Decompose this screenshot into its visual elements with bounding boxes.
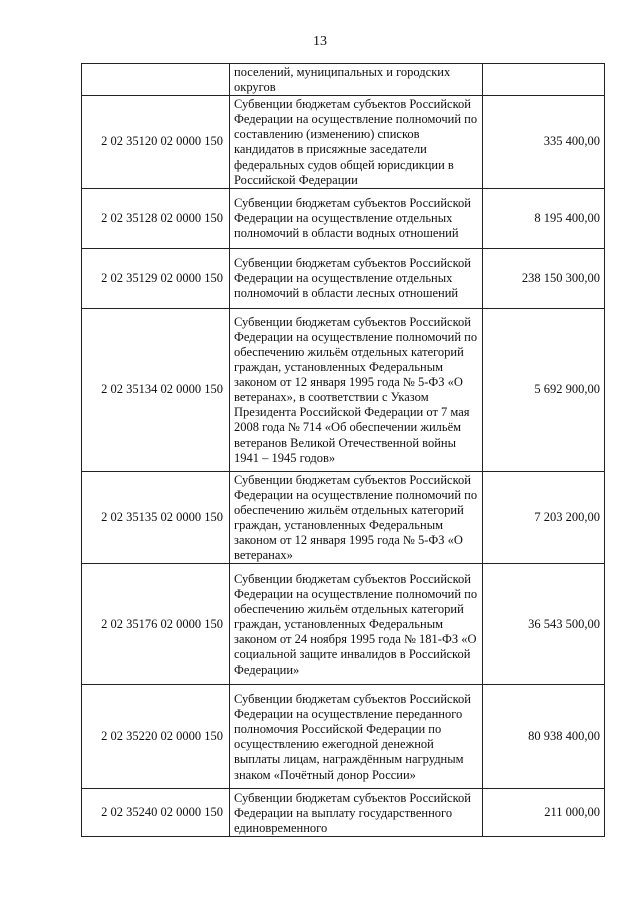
table-row <box>82 188 605 248</box>
table-row <box>82 685 605 789</box>
row-amount: 238 150 300,00 <box>483 248 605 308</box>
row-code: 2 02 35134 02 0000 150 <box>82 308 230 471</box>
row-description: Субвенции бюджетам субъектов Российской Федерации на осуществление полномочий по обеспечению жильём отдельных категорий граждан, установленных Федеральным законом от 24 ноября 1995 года № 181-ФЗ «О социальной защите инвалидов в Российской Федерации» <box>230 564 483 685</box>
row-description: Субвенции бюджетам субъектов Российской Федерации на осуществление отдельных полномочий в области лесных отношений <box>230 248 483 308</box>
row-description: поселений, муниципальных и городских округов <box>230 64 483 96</box>
table-row <box>82 564 605 685</box>
row-description: Субвенции бюджетам субъектов Российской Федерации на осуществление полномочий по составлению (изменению) списков кандидатов в присяжные заседатели федеральных судов общей юрисдикции в Российской Федерации <box>230 96 483 189</box>
row-description: Субвенции бюджетам субъектов Российской Федерации на осуществление полномочий по обеспечению жильём отдельных категорий граждан, установленных Федеральным законом от 12 января 1995 года № 5-ФЗ «О ветеранах», в соответствии с Указом Президента Российской Федерации от 7 мая 2008 года № 714 «Об обеспечении жильём ветеранов Великой Отечественной войны 1941 – 1945 годов» <box>230 308 483 471</box>
table-row <box>82 96 605 189</box>
table-row <box>82 64 605 96</box>
table-row <box>82 789 605 837</box>
row-code: 2 02 35135 02 0000 150 <box>82 471 230 564</box>
row-code: 2 02 35129 02 0000 150 <box>82 248 230 308</box>
page-number: 13 <box>313 34 327 49</box>
row-amount: 80 938 400,00 <box>483 685 605 789</box>
row-description: Субвенции бюджетам субъектов Российской Федерации на осуществление отдельных полномочий в области водных отношений <box>230 188 483 248</box>
row-code <box>82 64 230 96</box>
row-code: 2 02 35128 02 0000 150 <box>82 188 230 248</box>
row-amount: 5 692 900,00 <box>483 308 605 471</box>
row-amount: 211 000,00 <box>483 789 605 837</box>
row-description: Субвенции бюджетам субъектов Российской Федерации на осуществление переданного полномочия Российской Федерации по осуществлению ежегодной денежной выплаты лицам, награждённым нагрудным знаком «Почётный донор России» <box>230 685 483 789</box>
row-amount: 36 543 500,00 <box>483 564 605 685</box>
row-code: 2 02 35176 02 0000 150 <box>82 564 230 685</box>
row-code: 2 02 35220 02 0000 150 <box>82 685 230 789</box>
row-amount: 8 195 400,00 <box>483 188 605 248</box>
table-row <box>82 471 605 564</box>
row-amount: 335 400,00 <box>483 96 605 189</box>
row-description: Субвенции бюджетам субъектов Российской Федерации на выплату государственного единовременного <box>230 789 483 837</box>
table-row <box>82 308 605 471</box>
row-amount: 7 203 200,00 <box>483 471 605 564</box>
table-row <box>82 248 605 308</box>
row-amount <box>483 64 605 96</box>
row-description: Субвенции бюджетам субъектов Российской Федерации на осуществление полномочий по обеспечению жильём отдельных категорий граждан, установленных Федеральным законом от 12 января 1995 года № 5-ФЗ «О ветеранах» <box>230 471 483 564</box>
budget-table <box>81 63 605 837</box>
row-code: 2 02 35120 02 0000 150 <box>82 96 230 189</box>
row-code: 2 02 35240 02 0000 150 <box>82 789 230 837</box>
